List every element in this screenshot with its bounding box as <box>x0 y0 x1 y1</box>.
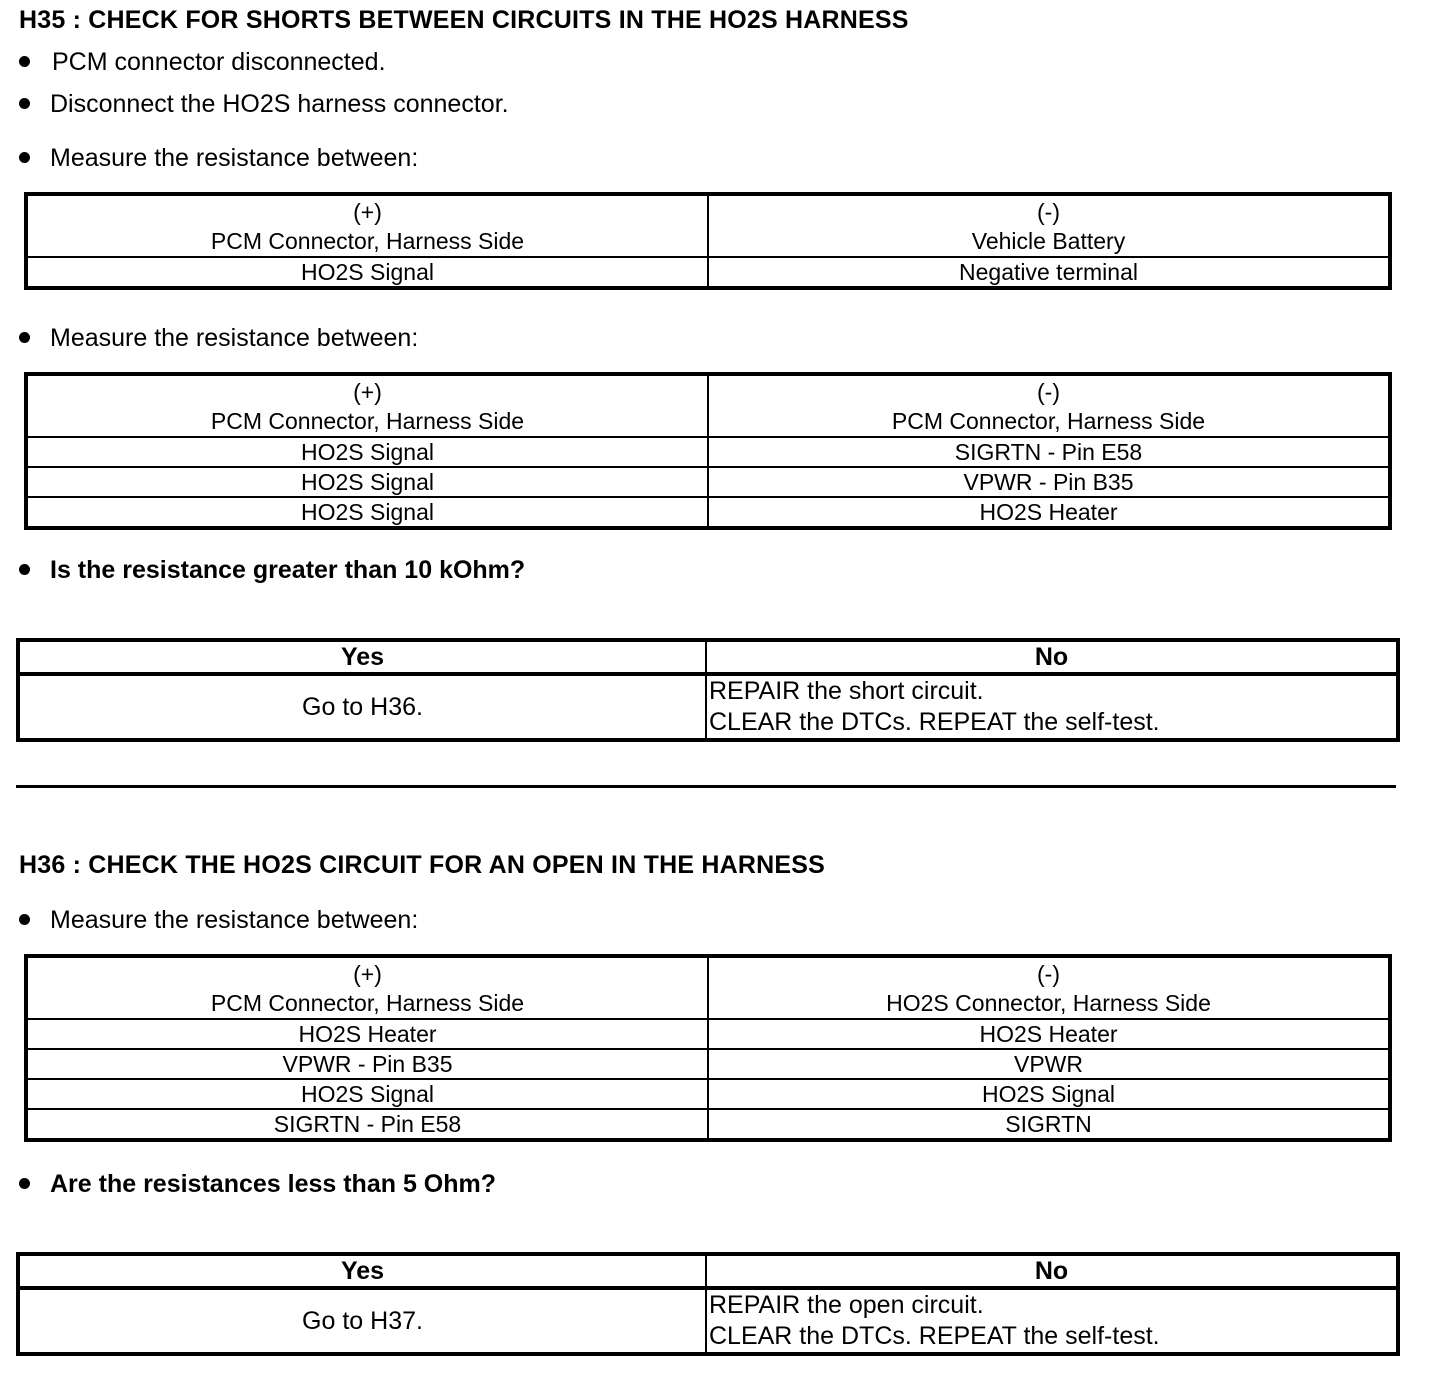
bullet-icon <box>19 1178 30 1189</box>
neg-header: (-) PCM Connector, Harness Side <box>708 374 1390 437</box>
pos-cell: SIGRTN - Pin E58 <box>26 1109 708 1140</box>
pos-cell: HO2S Signal <box>26 467 708 497</box>
h35-question: Is the resistance greater than 10 kOhm? <box>19 556 525 585</box>
table-row <box>26 1049 1390 1079</box>
table-header-row <box>26 374 1390 437</box>
result-header-row <box>18 1254 1398 1288</box>
pos-cell: HO2S Signal <box>26 497 708 528</box>
table-header-row <box>26 194 1390 257</box>
h35-step-1: PCM connector disconnected. <box>19 48 386 77</box>
bullet-icon <box>19 564 30 575</box>
pos-header: (+) PCM Connector, Harness Side <box>26 956 708 1019</box>
h35-step-4: Measure the resistance between: <box>19 324 418 353</box>
bullet-icon <box>19 332 30 343</box>
table-row <box>26 1109 1390 1140</box>
neg-header: (-) Vehicle Battery <box>708 194 1390 257</box>
no-action: REPAIR the short circuit. CLEAR the DTCs. REPEAT the self-test. <box>706 674 1398 740</box>
neg-cell: HO2S Heater <box>708 497 1390 528</box>
pos-cell: HO2S Signal <box>26 1079 708 1109</box>
pos-cell: HO2S Heater <box>26 1019 708 1049</box>
bullet-icon <box>19 914 30 925</box>
no-action: REPAIR the open circuit. CLEAR the DTCs. REPEAT the self-test. <box>706 1288 1398 1354</box>
neg-cell: VPWR <box>708 1049 1390 1079</box>
neg-cell: HO2S Signal <box>708 1079 1390 1109</box>
pos-cell: VPWR - Pin B35 <box>26 1049 708 1079</box>
bullet-icon <box>19 152 30 163</box>
result-row <box>18 1288 1398 1354</box>
h36-question: Are the resistances less than 5 Ohm? <box>19 1170 496 1199</box>
yes-action: Go to H36. <box>18 674 706 740</box>
no-header: No <box>706 640 1398 674</box>
h35-result-table <box>16 638 1400 742</box>
table-row <box>26 257 1390 288</box>
h36-step-1: Measure the resistance between: <box>19 906 418 935</box>
table-row <box>26 1079 1390 1109</box>
yes-action: Go to H37. <box>18 1288 706 1354</box>
table-row <box>26 437 1390 467</box>
h36-measure-table <box>24 954 1392 1142</box>
h36-title: H36 : CHECK THE HO2S CIRCUIT FOR AN OPEN IN THE HARNESS <box>19 851 825 879</box>
neg-cell: VPWR - Pin B35 <box>708 467 1390 497</box>
h35-title: H35 : CHECK FOR SHORTS BETWEEN CIRCUITS IN THE HO2S HARNESS <box>19 6 909 34</box>
pos-cell: HO2S Signal <box>26 257 708 288</box>
table-row <box>26 497 1390 528</box>
yes-header: Yes <box>18 640 706 674</box>
yes-header: Yes <box>18 1254 706 1288</box>
result-header-row <box>18 640 1398 674</box>
table-header-row <box>26 956 1390 1019</box>
neg-cell: Negative terminal <box>708 257 1390 288</box>
neg-header: (-) HO2S Connector, Harness Side <box>708 956 1390 1019</box>
bullet-icon <box>19 56 30 67</box>
pos-header: (+) PCM Connector, Harness Side <box>26 374 708 437</box>
h35-step-3: Measure the resistance between: <box>19 144 418 173</box>
h35-measure-table-2 <box>24 372 1392 530</box>
result-row <box>18 674 1398 740</box>
pos-header: (+) PCM Connector, Harness Side <box>26 194 708 257</box>
no-header: No <box>706 1254 1398 1288</box>
neg-cell: SIGRTN <box>708 1109 1390 1140</box>
neg-cell: SIGRTN - Pin E58 <box>708 437 1390 467</box>
h35-measure-table-1 <box>24 192 1392 290</box>
bullet-icon <box>19 98 30 109</box>
h35-step-2: Disconnect the HO2S harness connector. <box>19 90 509 119</box>
h36-result-table <box>16 1252 1400 1356</box>
pos-cell: HO2S Signal <box>26 437 708 467</box>
section-divider <box>16 785 1396 788</box>
table-row <box>26 467 1390 497</box>
table-row <box>26 1019 1390 1049</box>
neg-cell: HO2S Heater <box>708 1019 1390 1049</box>
